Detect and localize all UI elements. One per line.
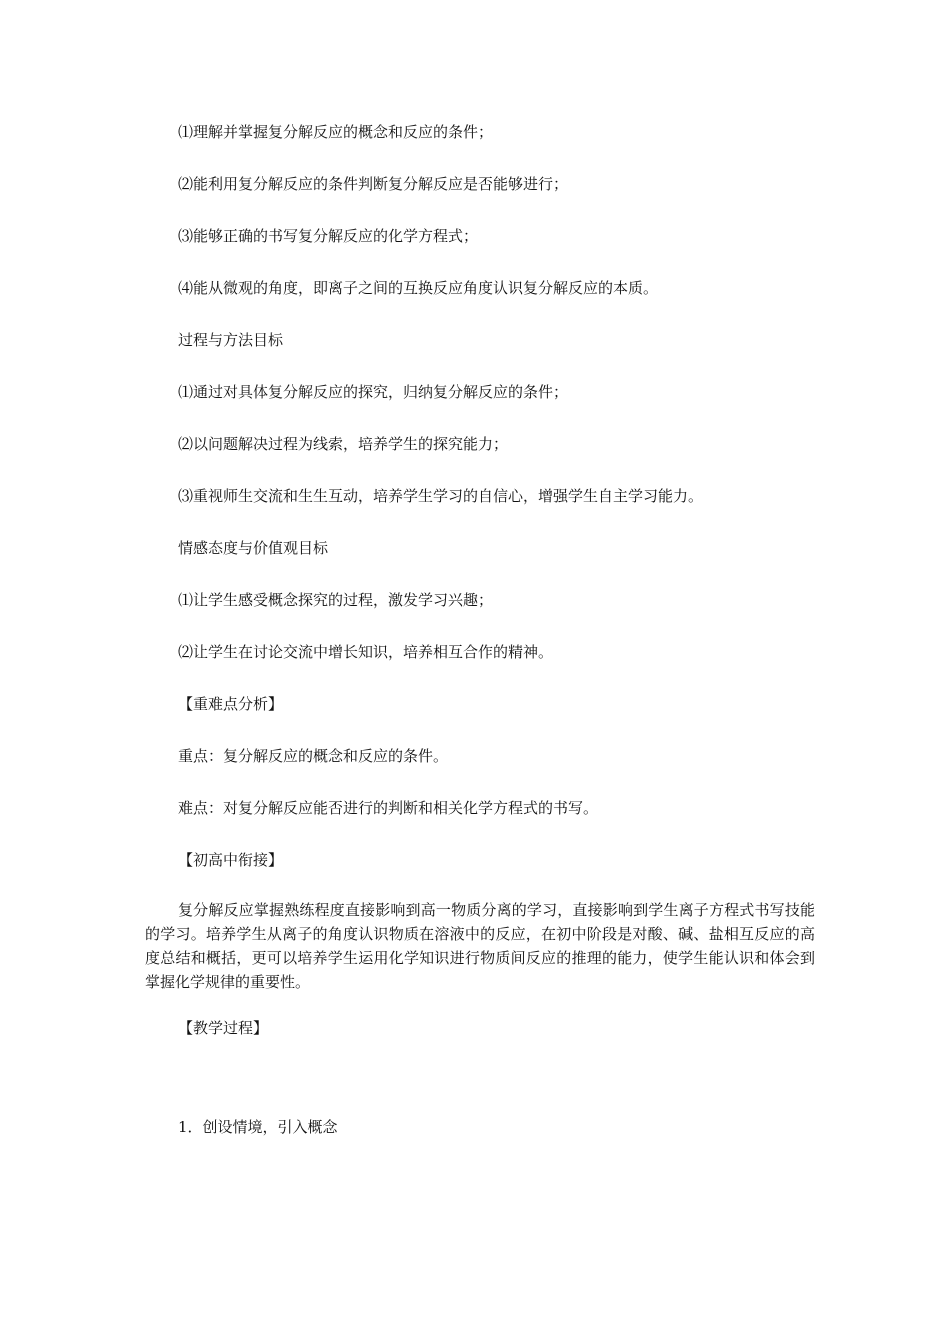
- key-points-heading: 【重难点分析】: [178, 695, 284, 713]
- process-goal-3: ⑶重视师生交流和生生互动，培养学生学习的自信心，增强学生自主学习能力。: [178, 487, 704, 505]
- process-goals-heading: 过程与方法目标: [178, 331, 284, 349]
- emotion-goal-2: ⑵让学生在讨论交流中增长知识，培养相互合作的精神。: [178, 643, 554, 661]
- key-point-text: 重点：复分解反应的概念和反应的条件。: [178, 747, 449, 765]
- process-goal-1: ⑴通过对具体复分解反应的探究，归纳复分解反应的条件；: [178, 383, 569, 401]
- knowledge-goal-4: ⑷能从微观的角度，即离子之间的互换反应角度认识复分解反应的本质。: [178, 279, 659, 297]
- knowledge-goal-1: ⑴理解并掌握复分解反应的概念和反应的条件；: [178, 123, 494, 141]
- knowledge-goal-2: ⑵能利用复分解反应的条件判断复分解反应是否能够进行；: [178, 175, 569, 193]
- process-goal-2: ⑵以问题解决过程为线索，培养学生的探究能力；: [178, 435, 509, 453]
- emotion-goals-heading: 情感态度与价值观目标: [178, 539, 329, 557]
- bridge-paragraph: 复分解反应掌握熟练程度直接影响到高一物质分离的学习，直接影响到学生离子方程式书写技能的学习。培养学生从离子的角度认识物质在溶液中的反应，在初中阶段是对酸、碱、盐相互反应的高度总结和概括，更可以培养学生运用化学知识进行物质间反应的推理的能力，使学生能认识和体会到掌握化学规律的重要性。: [145, 901, 815, 991]
- teaching-step-1: 1．创设情境，引入概念: [178, 1118, 338, 1136]
- emotion-goal-1: ⑴让学生感受概念探究的过程，激发学习兴趣；: [178, 591, 494, 609]
- teaching-process-heading: 【教学过程】: [178, 1019, 269, 1037]
- difficult-point-text: 难点：对复分解反应能否进行的判断和相关化学方程式的书写。: [178, 799, 599, 817]
- knowledge-goal-3: ⑶能够正确的书写复分解反应的化学方程式；: [178, 227, 479, 245]
- bridge-heading: 【初高中衔接】: [178, 851, 284, 869]
